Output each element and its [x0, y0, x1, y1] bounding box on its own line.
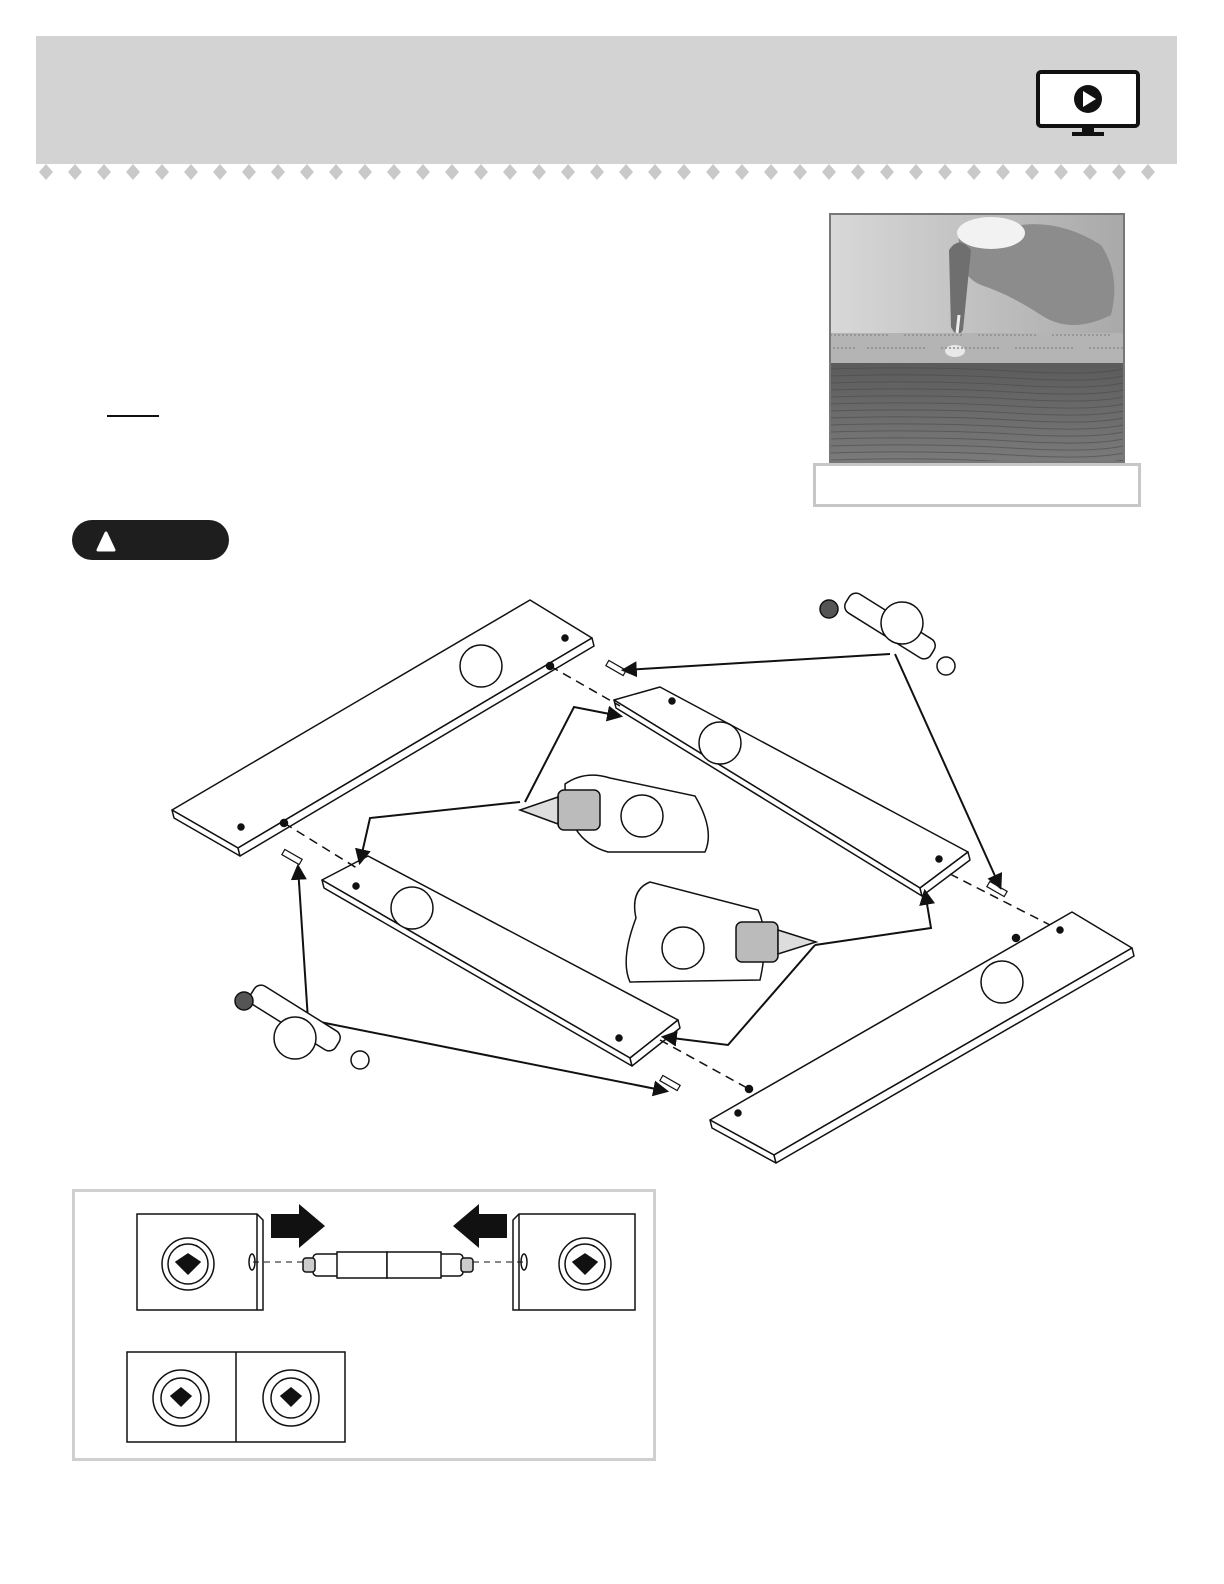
- diamond-ornament: [706, 164, 720, 180]
- diamond-ornament: [39, 164, 53, 180]
- header-band: [36, 36, 1177, 152]
- diamond-ornament: [764, 164, 778, 180]
- glue-tube-bottom: [626, 882, 816, 982]
- glue-application-photo: [829, 213, 1125, 463]
- diamond-ornament: [445, 164, 459, 180]
- diamond-pattern-strip: [36, 152, 1177, 192]
- diamond-ornament: [1054, 164, 1068, 180]
- play-video-icon[interactable]: [1032, 68, 1144, 140]
- diamond-ornament: [1025, 164, 1039, 180]
- diamond-ornament: [880, 164, 894, 180]
- underline-mark: [107, 415, 159, 417]
- diamond-ornament: [735, 164, 749, 180]
- diamond-ornament: [1112, 164, 1126, 180]
- diamond-ornament: [474, 164, 488, 180]
- cam-bolt-bottom: [235, 982, 369, 1069]
- diamond-ornament: [561, 164, 575, 180]
- glue-tube-top: [520, 775, 708, 852]
- diamond-ornament: [416, 164, 430, 180]
- warning-badge: [72, 520, 229, 560]
- diamond-ornament: [242, 164, 256, 180]
- cam-lock-joined: [127, 1352, 345, 1442]
- diamond-ornament: [677, 164, 691, 180]
- diamond-ornament: [590, 164, 604, 180]
- warning-triangle-icon: [86, 520, 126, 560]
- diamond-ornament: [97, 164, 111, 180]
- diamond-ornament: [329, 164, 343, 180]
- diamond-ornament: [503, 164, 517, 180]
- diamond-ornament: [851, 164, 865, 180]
- diamond-ornament: [648, 164, 662, 180]
- arrow-left-icon: [453, 1204, 507, 1248]
- diamond-ornament: [184, 164, 198, 180]
- arrow-right-icon: [271, 1204, 325, 1248]
- connector-bolt-icon: [303, 1252, 473, 1278]
- cam-bolt-top: [820, 590, 955, 675]
- diamond-ornament: [996, 164, 1010, 180]
- diamond-ornament: [532, 164, 546, 180]
- photo-caption: [813, 463, 1141, 507]
- diamond-ornament: [967, 164, 981, 180]
- diamond-ornament: [822, 164, 836, 180]
- diamond-ornament: [213, 164, 227, 180]
- diamond-ornament: [1083, 164, 1097, 180]
- diamond-ornament: [271, 164, 285, 180]
- diamond-ornament: [793, 164, 807, 180]
- frame-assembly-diagram: [160, 590, 1150, 1170]
- diamond-ornament: [358, 164, 372, 180]
- diamond-ornament: [155, 164, 169, 180]
- diamond-ornament: [619, 164, 633, 180]
- diamond-ornament: [938, 164, 952, 180]
- diamond-ornament: [909, 164, 923, 180]
- cam-lock-right: [513, 1214, 635, 1310]
- cam-lock-detail-box: [72, 1189, 656, 1461]
- diamond-ornament: [126, 164, 140, 180]
- diamond-ornament: [387, 164, 401, 180]
- diamond-ornament: [68, 164, 82, 180]
- diamond-ornament: [300, 164, 314, 180]
- cam-lock-left: [137, 1214, 263, 1310]
- diamond-ornament: [1141, 164, 1155, 180]
